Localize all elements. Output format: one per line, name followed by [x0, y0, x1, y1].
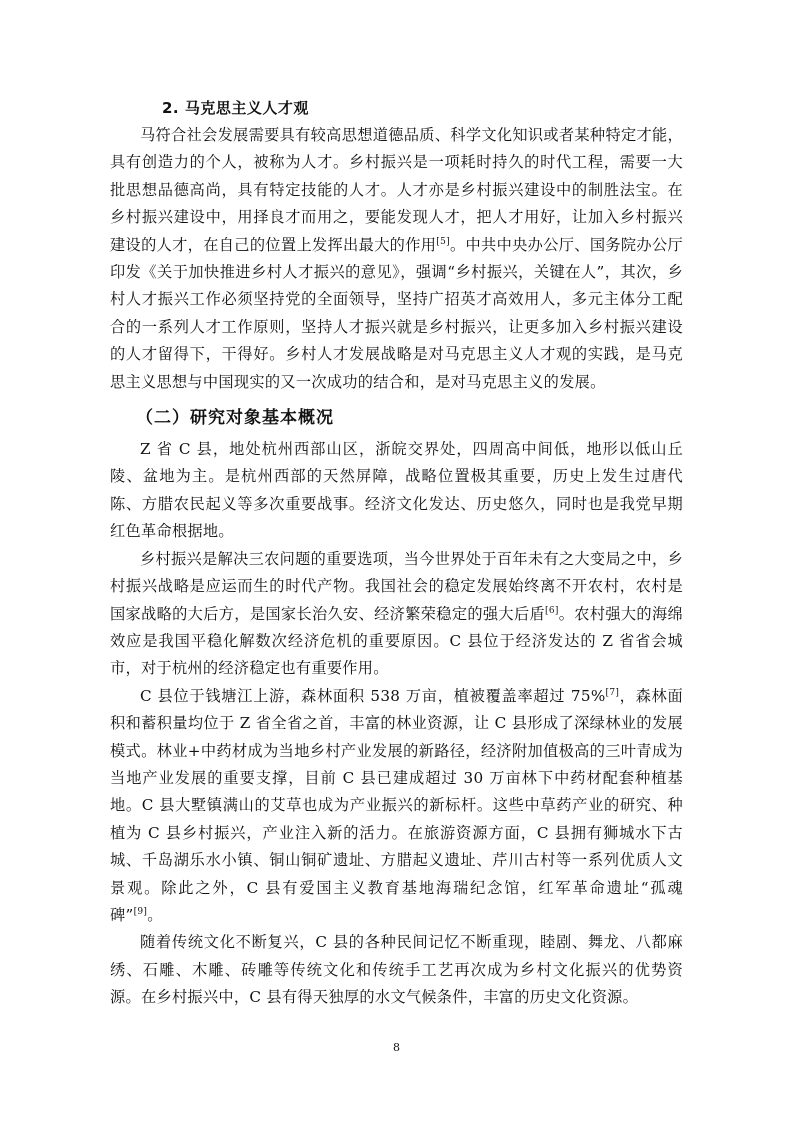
section-heading-marxist-talent-view: 2. 马克思主义人才观	[162, 99, 309, 117]
paragraph-text: 乡村振兴是解决三农问题的重要选项，当今世界处于百年未有之大变局之中，乡村振兴战略是应运而生的时代产物。我国社会的稳定发展始终离不开农村，农村是国家战略的大后方，是国家长治久安、经济繁荣稳定的强大后盾	[110, 549, 683, 623]
paragraph-text: 。中共中央办公厅、国务院办公厅印发《关于加快推进乡村人才振兴的意见》，强调“乡村振兴，关键在人”，其次，乡村人才振兴工作必须坚持党的全面领导，坚持广招英才高效用人，多元主体分工配合的一系列人才工作原则，坚持人才振兴就是乡村振兴，让更多加入乡村振兴建设的人才留得下，干得好。乡村人才发展战略是对马克思主义人才观的实践，是马克思主义思想与中国现实的又一次成功的结合和，是对马克思主义的发展。	[110, 235, 683, 391]
document-page	[110, 96, 683, 1012]
paragraph-traditional-culture: 随着传统文化不断复兴，C 县的各种民间记忆不断重现，睦剧、舞龙、八都麻绣、石雕、木雕、砖雕等传统文化和传统手工艺再次成为乡村文化振兴的优势资源。在乡村振兴中，C 县有得天独厚的水文气候条件，丰富的历史文化资源。	[110, 933, 683, 1007]
paragraph-rural-revitalization	[110, 546, 683, 683]
citation-ref: [6]	[545, 605, 559, 616]
paragraph-text: C 县位于钱塘江上游，森林面积 538 万亩，植被覆盖率超过 75%	[140, 686, 606, 705]
citation-ref: [7]	[605, 687, 620, 698]
paragraph-talent-definition	[110, 122, 683, 396]
paragraph-county-geography: Z 省 C 县，地处杭州西部山区，浙皖交界处，四周高中间低，地形以低山丘陵、盆地为主。是杭州西部的天然屏障，战略位置极其重要，历史上发生过唐代陈、方腊农民起义等多次重要战事。经济文化发达、历史悠久，同时也是我党早期红色革命根据地。	[110, 440, 683, 541]
citation-ref: [9]	[133, 906, 148, 917]
paragraph-text: 马符合社会发展需要具有较高思想道德品质、科学文化知识或者某种特定才能，具有创造力的个人，被称为人才。乡村振兴是一项耗时持久的时代工程，需要一大批思想品德高尚，具有特定技能的人才。人才亦是乡村振兴建设中的制胜法宝。在乡村振兴建设中，用择良才而用之，要能发现人才，把人才用好，让加入乡村振兴建设的人才，在自己的位置上发挥出最大的作用	[110, 126, 683, 254]
page-number: 8	[393, 1041, 400, 1054]
citation-ref: [5]	[436, 236, 450, 247]
paragraph-text: 。农村强大的海绵效应是我国平稳化解数次经济危机的重要原因。C 县位于经济发达的 Z 省省会城市，对于杭州的经济稳定也有重要作用。	[110, 604, 683, 678]
paragraph-text: ，森林面积和蓄积量均位于 Z 省全省之首，丰富的林业资源，让 C 县形成了深绿林业的发展模式。林业+中药材成为当地乡村产业发展的新路径，经济附加值极高的三叶青成为当地产业发展的重要支撑，目前 C 县已建成超过 30 万亩林下中药材配套种植基地。C 县大墅镇满山的艾草也成为产业振兴的新标杆。这些中草药产业的研究、种植为 C 县乡村振兴，产业注入新的活力。在旅游资源方面，C 县拥有狮城水下古城、千岛湖乐水小镇、铜山铜矿遗址、方腊起义遗址、芹川古村等一系列优质人文景观。除此之外，C 县有爱国主义教育基地海瑞纪念馆，红军革命遗址“孤魂碑”	[110, 686, 683, 924]
paragraph-forestry-resources	[110, 683, 683, 930]
section-heading-research-overview: （二）研究对象基本概况	[136, 408, 334, 429]
paragraph-text: 。	[147, 905, 163, 924]
